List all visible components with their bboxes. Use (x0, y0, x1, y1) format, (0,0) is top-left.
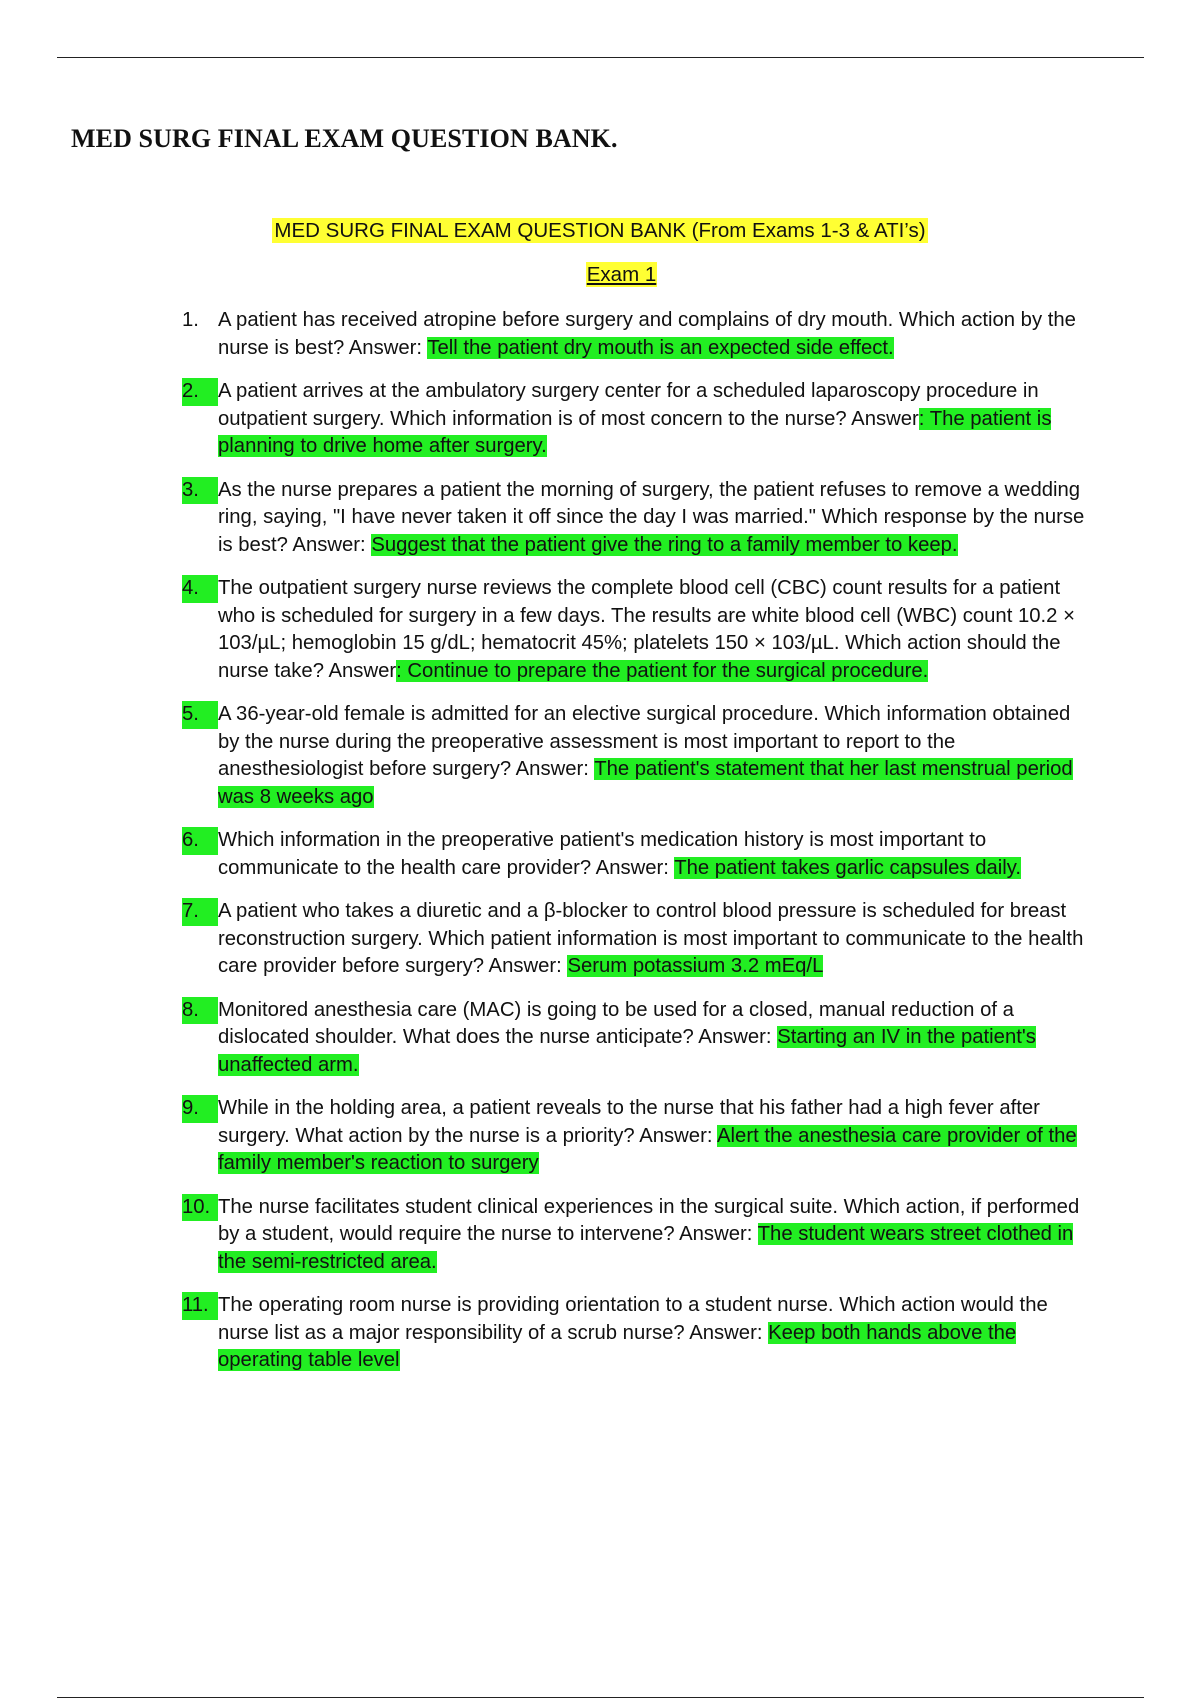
question-body (218, 701, 1088, 811)
question-body (218, 575, 1088, 685)
question-number: 7. (182, 898, 218, 926)
question-item (0, 827, 1200, 882)
bottom-divider (57, 1697, 1144, 1698)
question-item (0, 575, 1200, 685)
question-body (218, 1292, 1088, 1375)
question-list (0, 307, 1200, 1391)
answer-highlight: Keep both hands above the operating table level (218, 1321, 1017, 1371)
top-divider (57, 57, 1144, 58)
answer-highlight: Tell the patient dry mouth is an expected side effect. (427, 336, 894, 359)
answer-highlight: Serum potassium 3.2 mEq/L (567, 955, 824, 977)
answer-highlight: : The patient is planning to drive home after surgery. (218, 407, 1052, 457)
document-title: MED SURG FINAL EXAM QUESTION BANK. (71, 124, 618, 153)
question-body (218, 1095, 1088, 1178)
question-body (218, 307, 1088, 362)
answer-highlight: Suggest that the patient give the ring to a family member to keep. (371, 533, 958, 556)
question-number: 10. (182, 1194, 218, 1222)
question-item (0, 701, 1200, 811)
question-body (218, 1194, 1088, 1277)
answer-highlight: : Continue to prepare the patient for the surgical procedure. (396, 659, 929, 682)
question-number: 6. (182, 827, 218, 855)
question-body (218, 477, 1088, 560)
section-heading-line (0, 263, 1200, 287)
question-item (0, 1095, 1200, 1178)
question-text: As the nurse prepares a patient the morning of surgery, the patient refuses to remove a wedding ring, saying, "I have never taken it off since the day I was married." Which response by the nurse is best? Answer: (218, 478, 1085, 556)
question-text: A patient who takes a diuretic and a β-blocker to control blood pressure is scheduled for breast reconstruction surgery. Which patient information is most important to communicate to the health care provider before surgery? Answer: (218, 900, 1084, 977)
answer-highlight: The patient's statement that her last menstrual period was 8 weeks ago (218, 758, 1073, 808)
question-body (218, 827, 1088, 882)
question-text: Which information in the preoperative patient's medication history is most important to communicate to the health care provider? Answer: (218, 829, 987, 879)
section-heading: Exam 1 (586, 263, 657, 286)
question-number: 1. (182, 309, 199, 331)
question-number: 2. (182, 378, 218, 406)
question-number: 11. (182, 1292, 218, 1320)
question-item (0, 378, 1200, 461)
answer-highlight: Starting an IV in the patient's unaffected arm. (218, 1026, 1036, 1076)
question-body (218, 378, 1088, 461)
question-item (0, 997, 1200, 1080)
question-text: The outpatient surgery nurse reviews the complete blood cell (CBC) count results for a patient who is scheduled for surgery in a few days. The results are white blood cell (WBC) count 10.2 × 103/µL; hemoglobin 15 g/dL; hematocrit 45%; platelets 150 × 103/µL. Which action should the nurse take? Answer (218, 577, 1075, 682)
question-text: A patient arrives at the ambulatory surgery center for a scheduled laparoscopy procedure in outpatient surgery. Which information is of most concern to the nurse? Answer (218, 380, 1039, 430)
question-number: 5. (182, 701, 218, 729)
question-text: The operating room nurse is providing orientation to a student nurse. Which action would the nurse list as a major responsibility of a scrub nurse? Answer: (218, 1294, 1048, 1344)
question-body (218, 997, 1088, 1080)
question-item (0, 477, 1200, 560)
answer-highlight: The student wears street clothed in the semi-restricted area. (218, 1223, 1074, 1273)
document-subtitle: MED SURG FINAL EXAM QUESTION BANK (From Exams 1-3 & ATI’s) (274, 219, 926, 242)
question-item (0, 1292, 1200, 1375)
question-text: A 36-year-old female is admitted for an elective surgical procedure. Which information obtained by the nurse during the preoperative assessment is most important to report to the anesthesiologist before surgery? Answer: (218, 703, 1071, 780)
question-item (0, 898, 1200, 981)
question-text: Monitored anesthesia care (MAC) is going to be used for a closed, manual reduction of a dislocated shoulder. What does the nurse anticipate? Answer: (218, 998, 1014, 1048)
question-text: While in the holding area, a patient reveals to the nurse that his father had a high fever after surgery. What action by the nurse is a priority? Answer: (218, 1097, 1040, 1147)
answer-highlight: Alert the anesthesia care provider of the family member's reaction to surgery (218, 1124, 1077, 1174)
answer-highlight: The patient takes garlic capsules daily. (674, 856, 1022, 879)
question-item (0, 1194, 1200, 1277)
subtitle-line (0, 219, 1200, 243)
question-number: 9. (182, 1095, 218, 1123)
question-body (218, 898, 1088, 981)
question-number: 8. (182, 997, 218, 1025)
question-text: A patient has received atropine before surgery and complains of dry mouth. Which action by the nurse is best? Answer: (218, 309, 1076, 359)
question-item (0, 307, 1200, 362)
question-text: The nurse facilitates student clinical experiences in the surgical suite. Which action, if performed by a student, would require the nurse to intervene? Answer: (218, 1195, 1080, 1245)
question-number: 3. (182, 477, 218, 505)
question-number: 4. (182, 575, 218, 603)
